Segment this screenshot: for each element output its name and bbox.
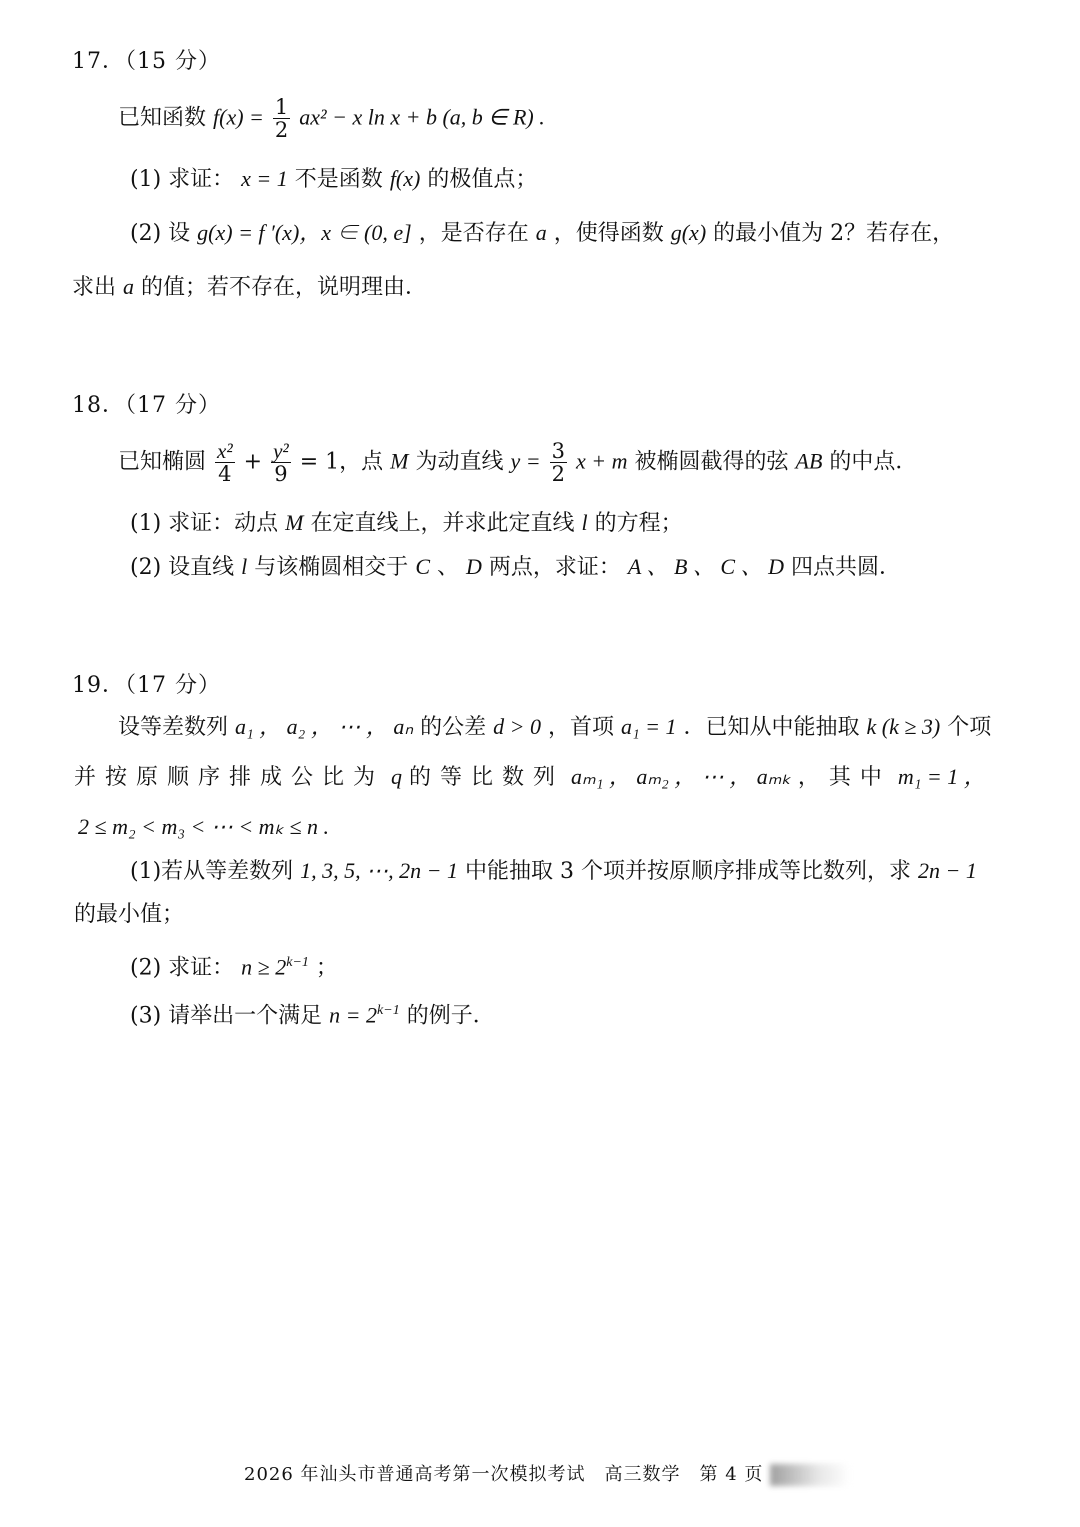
q19-p3-a: (3) 请举出一个满足	[130, 1003, 323, 1029]
q19-part3	[130, 996, 495, 1031]
q18-y-eq: y =	[510, 448, 541, 474]
q19-l1-a1: a₁ = 1	[620, 714, 677, 739]
q18-p1-a: (1) 求证：动点	[130, 511, 279, 536]
q19-l1-k: k (k ≥ 3)	[866, 714, 941, 739]
q18-end2: 的中点．	[829, 449, 918, 475]
q19-p2-a: (2) 求证：	[130, 955, 235, 981]
q17-p1-fx: f(x)	[389, 166, 421, 191]
q18-eq1: = 1，点	[299, 449, 384, 475]
q18-f2-den: 9	[274, 462, 288, 486]
q18-p2-e: 四点共圆．	[790, 555, 901, 580]
page-footer	[244, 1460, 850, 1486]
q17-stem-pre: 已知函数	[118, 105, 207, 131]
q18-frac-y	[271, 440, 291, 485]
q18-header: 18．（17 分）	[72, 393, 221, 418]
q17-frac-den: 2	[274, 118, 289, 142]
q17-p2-a: a	[535, 220, 547, 245]
q18-f1-den: 4	[218, 462, 232, 486]
q19-l2-seq: aₘ₁ ， aₘ₂ ， ⋯ ， aₘₖ	[571, 764, 791, 789]
q18-part1	[130, 508, 683, 539]
q17-p2-text1: ，是否存在	[418, 221, 529, 246]
q19-l2-q: q	[391, 764, 403, 789]
q19-l2-a: 并按原顺序排成公比为	[74, 765, 385, 790]
q19-part1	[130, 856, 977, 887]
q19-part2	[130, 948, 338, 983]
q18-p2-sep: 、	[437, 555, 460, 580]
q18-part2	[130, 552, 901, 583]
q18-stem	[118, 440, 917, 485]
q17-p2-gx2: g(x)	[670, 220, 707, 245]
q18-p2-a: (2) 设直线	[130, 555, 235, 580]
q18-f1-num: x²	[217, 439, 233, 463]
q19-l2-m1: m₁ = 1 ，	[897, 764, 986, 789]
q19-l1-e: ．已知从中能抽取	[683, 715, 860, 740]
q18-mid: 为动直线	[415, 449, 504, 475]
q17-header: 17．（15 分）	[72, 49, 221, 74]
q19-p3-b: n = 2	[329, 1002, 378, 1028]
q18-p2-points: A 、 B 、 C 、 D	[627, 554, 784, 579]
q17-fraction	[273, 96, 290, 141]
q17-p2-label: (2) 设	[130, 221, 191, 246]
q19-p1-b: 中能抽取 3 个项并按原顺序排成等比数列，求	[465, 859, 912, 884]
footer-blur-mark	[770, 1464, 850, 1486]
q17-p2-l2-var: a	[123, 274, 135, 299]
q18-p1-l: l	[581, 510, 588, 535]
q18-end: 被椭圆截得的弦	[634, 449, 789, 475]
q17-fx: f(x) =	[213, 104, 264, 130]
q19-p2-sup: k−1	[286, 955, 309, 970]
q19-l1-b: 的公差	[420, 715, 487, 740]
q17-p1-text: 不是函数	[294, 167, 383, 192]
q19-p1-seq: 1, 3, 5, ⋯, 2n − 1	[300, 858, 459, 883]
q17-p2-l2-a: 求出	[72, 275, 117, 300]
q18-p2-b: 与该椭圆相交于	[254, 555, 409, 580]
q18-f3-den: 2	[551, 462, 565, 486]
q18-frac-x	[215, 440, 235, 485]
q17-part2-line2	[72, 272, 427, 303]
q19-p1-c: 2n − 1	[918, 858, 977, 883]
q19-l1-d: d > 0	[493, 714, 541, 739]
q18-p1-b: 在定直线上，并求此定直线	[310, 511, 575, 536]
q18-line-rest: x + m	[575, 448, 628, 474]
q19-p2-c: ；	[315, 955, 338, 981]
q19-l2-c: ，其中	[797, 765, 891, 790]
q19-p1-a: (1)若从等差数列	[130, 859, 294, 884]
q18-f2-num: y²	[273, 439, 289, 463]
q19-line1	[118, 712, 991, 743]
q17-expr: ax² − x ln x + b (a, b ∈ R) .	[299, 104, 545, 130]
q18-stem-pre: 已知椭圆	[118, 449, 207, 475]
q18-p2-d: 两点，求证：	[488, 555, 621, 580]
q19-line3: 2 ≤ m₂ < m₃ < ⋯ < mₖ ≤ n .	[78, 814, 330, 839]
q17-p1-label: (1) 求证：	[130, 167, 235, 192]
q18-p1-c: 的方程；	[594, 511, 683, 536]
q17-part2	[130, 218, 954, 249]
q18-p2-C: C	[415, 554, 430, 579]
q17-frac-num: 1	[274, 95, 289, 119]
q18-p2-D: D	[466, 554, 482, 579]
q19-p3-sup: k−1	[377, 1003, 400, 1018]
q19-l1-f: 个项	[947, 715, 992, 740]
q17-part1	[130, 164, 537, 195]
q19-l1-a: 设等差数列	[118, 715, 229, 740]
q19-line2	[74, 762, 986, 793]
q19-l2-b: 的等比数列	[409, 765, 565, 790]
footer-text: 2026 年汕头市普通高考第一次模拟考试 高三数学 第 4 页	[244, 1464, 764, 1485]
q19-p2-b: n ≥ 2	[241, 954, 287, 980]
q18-f3-num: 3	[551, 439, 565, 463]
q17-stem	[118, 96, 545, 141]
q18-p2-l: l	[241, 554, 248, 579]
q17-p2-l2-c: 的值；若不存在，说明理由．	[141, 275, 428, 300]
q18-frac-slope	[550, 440, 567, 485]
q18-M: M	[390, 448, 409, 474]
q17-p1-x: x = 1	[241, 166, 288, 191]
q19-l1-seq: a₁ ， a₂ ， ⋯ ， aₙ	[235, 714, 414, 739]
q17-p2-text2: ，使得函数	[553, 221, 664, 246]
q17-p2-gx: g(x) = f ′(x)，x ∈ (0, e]	[197, 220, 412, 245]
q17-p2-text3: 的最小值为 2？若存在，	[713, 221, 955, 246]
q19-l1-c: ，首项	[547, 715, 614, 740]
q19-p3-c: 的例子．	[406, 1003, 495, 1029]
q18-p1-M: M	[285, 510, 304, 535]
q17-p1-end: 的极值点；	[427, 167, 538, 192]
q18-plus: +	[243, 449, 263, 475]
q18-AB: AB	[795, 448, 823, 474]
q19-header: 19．（17 分）	[72, 673, 221, 698]
q19-part1-line2: 的最小值；	[74, 902, 185, 927]
